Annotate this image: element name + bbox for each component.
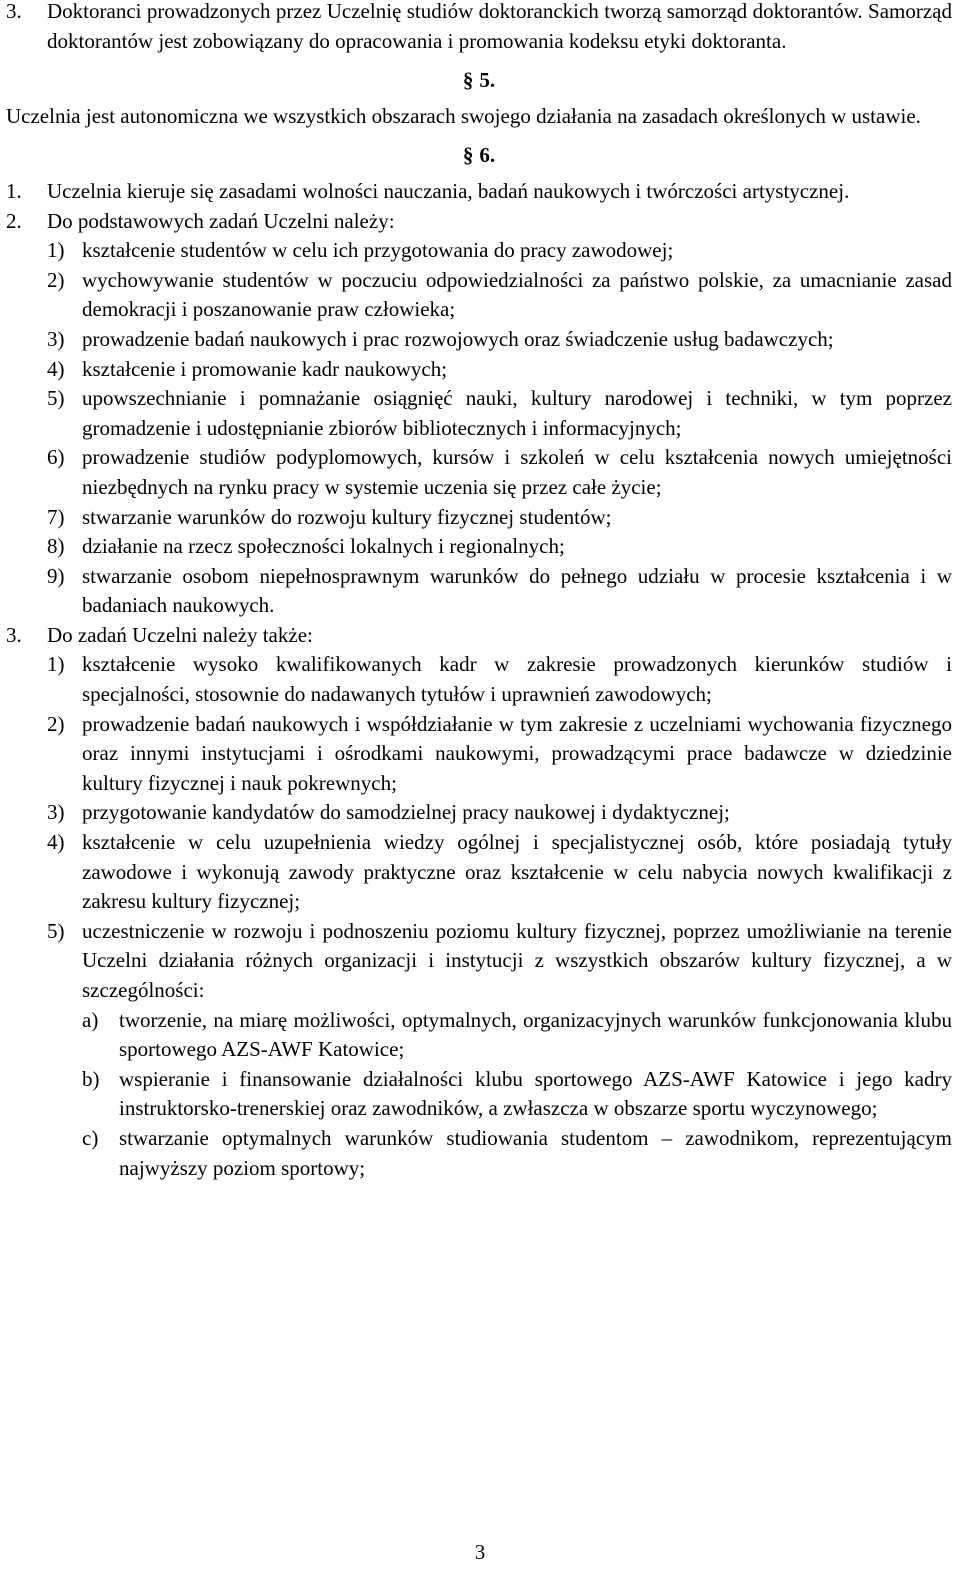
item-text: Uczelnia jest autonomiczna we wszystkich obszarach swojego działania na zasadach określonych w ustawie. bbox=[6, 103, 921, 128]
item-text: kształcenie studentów w celu ich przygotowania do pracy zawodowej; bbox=[82, 238, 674, 263]
item-text: działanie na rzecz społeczności lokalnych i regionalnych; bbox=[82, 534, 565, 559]
paragraph bbox=[6, 102, 952, 132]
item-number: 1. bbox=[6, 178, 22, 203]
list-item bbox=[6, 917, 952, 1006]
list-item bbox=[6, 266, 952, 325]
item-text: upowszechnianie i pomnażanie osiągnięć nauki, kultury narodowej i techniki, w tym poprzez gromadzenie i udostępnianie zbiorów bibliotecznych i informacyjnych; bbox=[82, 386, 952, 440]
item-text: Do zadań Uczelni należy także: bbox=[47, 622, 313, 647]
list-item bbox=[6, 355, 952, 385]
item-number: 5) bbox=[47, 918, 65, 943]
item-number: 1) bbox=[47, 652, 65, 677]
item-text: stwarzanie optymalnych warunków studiowania studentom – zawodnikom, reprezentującym najwyższy poziom sportowy; bbox=[119, 1125, 952, 1180]
section-symbol: § bbox=[462, 143, 474, 168]
item-number: 2. bbox=[6, 208, 22, 233]
item-text: tworzenie, na miarę możliwości, optymalnych, organizacyjnych warunków funkcjonowania klubu sportowego AZS-AWF Katowice; bbox=[119, 1007, 952, 1062]
item-number: 7) bbox=[47, 504, 65, 529]
item-number: 3. bbox=[6, 622, 22, 647]
item-number: a) bbox=[82, 1007, 99, 1032]
section-number: 5. bbox=[479, 68, 496, 93]
item-text: Uczelnia kieruje się zasadami wolności nauczania, badań naukowych i twórczości artystycznej. bbox=[47, 178, 850, 203]
list-item bbox=[6, 532, 952, 562]
paragraph bbox=[6, 621, 952, 651]
paragraph bbox=[6, 177, 952, 207]
item-number: 6) bbox=[47, 445, 65, 470]
list-item bbox=[6, 798, 952, 828]
item-text: Doktoranci prowadzonych przez Uczelnię studiów doktoranckich tworzą samorząd doktorantów. Samorząd doktorantów jest zobowiązany do opracowania i promowania kodeksu etyki doktoranta. bbox=[47, 0, 952, 53]
paragraph bbox=[6, 207, 952, 237]
list-item bbox=[6, 503, 952, 533]
page-number: 3 bbox=[474, 1540, 486, 1564]
item-number: b) bbox=[82, 1066, 100, 1091]
item-number: 1) bbox=[47, 238, 65, 263]
item-text: kształcenie i promowanie kadr naukowych; bbox=[82, 356, 448, 381]
item-text: kształcenie wysoko kwalifikowanych kadr w zakresie prowadzonych kierunków studiów i specjalności, stosownie do nadawanych tytułów i uprawnień zawodowych; bbox=[82, 652, 952, 707]
sub-item bbox=[6, 1124, 952, 1183]
item-number: 8) bbox=[47, 534, 65, 559]
item-text: prowadzenie badań naukowych i prac rozwojowych oraz świadczenie usług badawczych; bbox=[82, 326, 834, 351]
list-item bbox=[6, 828, 952, 917]
item-text: stwarzanie warunków do rozwoju kultury fizycznej studentów; bbox=[82, 504, 612, 529]
list-item bbox=[6, 650, 952, 709]
item-text: kształcenie w celu uzupełnienia wiedzy ogólnej i specjalistycznej osób, które posiadają tytuły zawodowe i wykonują zawody praktyczne oraz kształcenie w celu nabycia nowych kwalifikacji z zakresu kultury fizycznej; bbox=[82, 830, 952, 914]
list-item bbox=[6, 325, 952, 355]
item-text: wychowywanie studentów w poczuciu odpowiedzialności za państwo polskie, za umacnianie zasad demokracji i poszanowanie praw człowieka; bbox=[82, 267, 952, 322]
item-number: 3) bbox=[47, 800, 65, 825]
item-text: wspieranie i finansowanie działalności klubu sportowego AZS-AWF Katowice i jego kadry instruktorsko-trenerskiej oraz zawodników, a zwłaszcza w obszarze sportu wyczynowego; bbox=[119, 1066, 952, 1121]
item-number: 2) bbox=[47, 267, 65, 292]
item-text: przygotowanie kandydatów do samodzielnej pracy naukowej i dydaktycznej; bbox=[82, 800, 730, 825]
item-number: c) bbox=[82, 1125, 99, 1150]
list-item bbox=[6, 236, 952, 266]
item-text: stwarzanie osobom niepełnosprawnym warunków do pełnego udziału w procesie kształcenia i w badaniach naukowych. bbox=[82, 563, 952, 618]
item-text: prowadzenie studiów podyplomowych, kursów i szkoleń w celu kształcenia nowych umiejętności niezbędnych na rynku pracy w systemie uczenia się przez całe życie; bbox=[82, 445, 952, 499]
item-number: 2) bbox=[47, 711, 65, 736]
section-symbol: § bbox=[462, 68, 474, 93]
item-number: 5) bbox=[47, 386, 65, 411]
item-number: 4) bbox=[47, 356, 65, 381]
item-number: 9) bbox=[47, 563, 65, 588]
list-item bbox=[6, 384, 952, 443]
list-item bbox=[6, 562, 952, 621]
section-heading bbox=[6, 66, 952, 96]
item-number: 3) bbox=[47, 326, 65, 351]
section-heading bbox=[6, 141, 952, 171]
sub-item bbox=[6, 1006, 952, 1065]
item-text: uczestniczenie w rozwoju i podnoszeniu poziomu kultury fizycznej, poprzez umożliwianie na terenie Uczelni działania różnych organizacji i instytucji z wszystkich obszarów kultury fizycznej, a w szczególności: bbox=[82, 918, 952, 1002]
document-page bbox=[6, 0, 952, 1183]
list-item bbox=[6, 710, 952, 799]
item-number: 3. bbox=[6, 0, 22, 23]
item-number: 4) bbox=[47, 830, 65, 855]
section-number: 6. bbox=[479, 143, 496, 168]
list-item bbox=[6, 443, 952, 502]
sub-item bbox=[6, 1065, 952, 1124]
paragraph bbox=[6, 0, 952, 56]
item-text: prowadzenie badań naukowych i współdziałanie w tym zakresie z uczelniami wychowania fizycznego oraz innymi instytucjami i ośrodkami naukowymi, prowadzącymi prace badawcze w dziedzinie kultury fizycznej i nauk pokrewnych; bbox=[82, 711, 952, 795]
item-text: Do podstawowych zadań Uczelni należy: bbox=[47, 208, 395, 233]
